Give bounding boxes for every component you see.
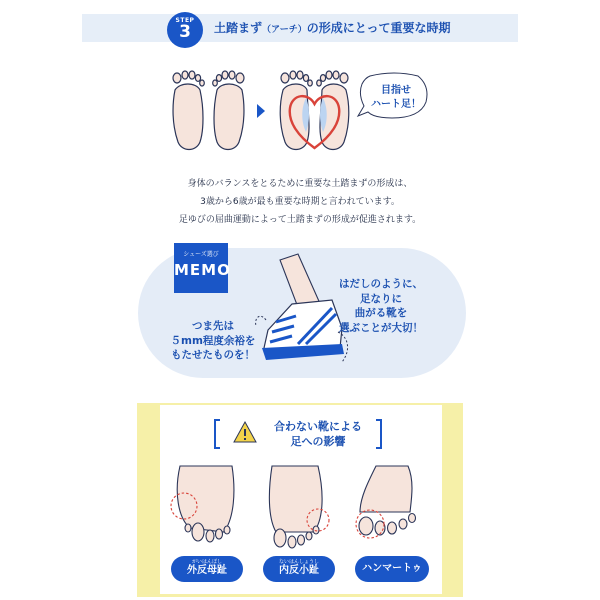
memo-advice-right (322, 277, 440, 335)
feet-illustration (160, 60, 360, 160)
ruby-bunionette: ないはんしょうし (278, 559, 319, 565)
memo-right-line-4: 選ぶことが大切！ (339, 321, 423, 334)
label-hammer-toe (355, 556, 429, 582)
memo-tag (174, 243, 231, 293)
warning-title-line-2: 足への影響 (290, 435, 346, 448)
memo-right-line-3: 曲がる靴を (354, 307, 408, 319)
title-part-2: （アーチ） (262, 25, 307, 35)
memo-tag-big: MEMO (174, 261, 231, 279)
warning-title (268, 419, 368, 449)
description-line-1: 身体のバランスをとるために重要な土踏まずの形成は、 (187, 179, 413, 189)
memo-left-line-3: もたせたものを！ (171, 349, 255, 361)
section-title (214, 19, 451, 36)
ruby-hallux-valgus: がいはんぼし (191, 559, 222, 565)
hallux-valgus-foot (177, 466, 234, 532)
memo-left-line-2: ５mm程度余裕を (170, 334, 256, 347)
description-line-2: 3歳から6歳が最も重要な時期と言われています。 (200, 197, 400, 207)
memo-right-line-1: はだしのように、 (339, 278, 423, 290)
foot-problems-illustration (164, 462, 438, 554)
label-bunionette (263, 556, 335, 582)
memo-left-line-1: つま先は (192, 320, 234, 332)
memo-advice-left (154, 319, 272, 363)
label-hallux-valgus (171, 556, 243, 582)
memo-right-line-2: 足なりに (360, 292, 402, 305)
speech-line-1: 目指せ (381, 85, 411, 96)
bunionette-foot (269, 466, 322, 532)
flat-foot-left (173, 84, 203, 150)
title-part-3: の形成にとって重要な時期 (306, 21, 451, 35)
flat-foot-right (214, 84, 244, 150)
warning-title-line-1: 合わない靴による (274, 420, 362, 433)
step-label: STEP (175, 17, 195, 24)
speech-line-2: ハート足！ (371, 99, 421, 110)
step-number: 3 (179, 22, 191, 42)
label-text-hammer-toe: ハンマートゥ (362, 563, 422, 574)
label-text-bunionette: 内反小趾 (279, 565, 319, 576)
description-line-3: 足ゆびの屈曲運動によって土踏まずの形成が促進されます。 (178, 215, 422, 225)
label-text-hallux-valgus: 外反母趾 (187, 565, 227, 576)
warning-icon (232, 420, 258, 444)
speech-text (366, 84, 426, 112)
hammer-toe-foot (360, 466, 412, 512)
step-badge (167, 12, 203, 48)
title-part-1: 土踏まず (214, 21, 263, 35)
arrow-right-icon (257, 104, 265, 118)
memo-tag-small: シューズ選び (183, 251, 219, 258)
